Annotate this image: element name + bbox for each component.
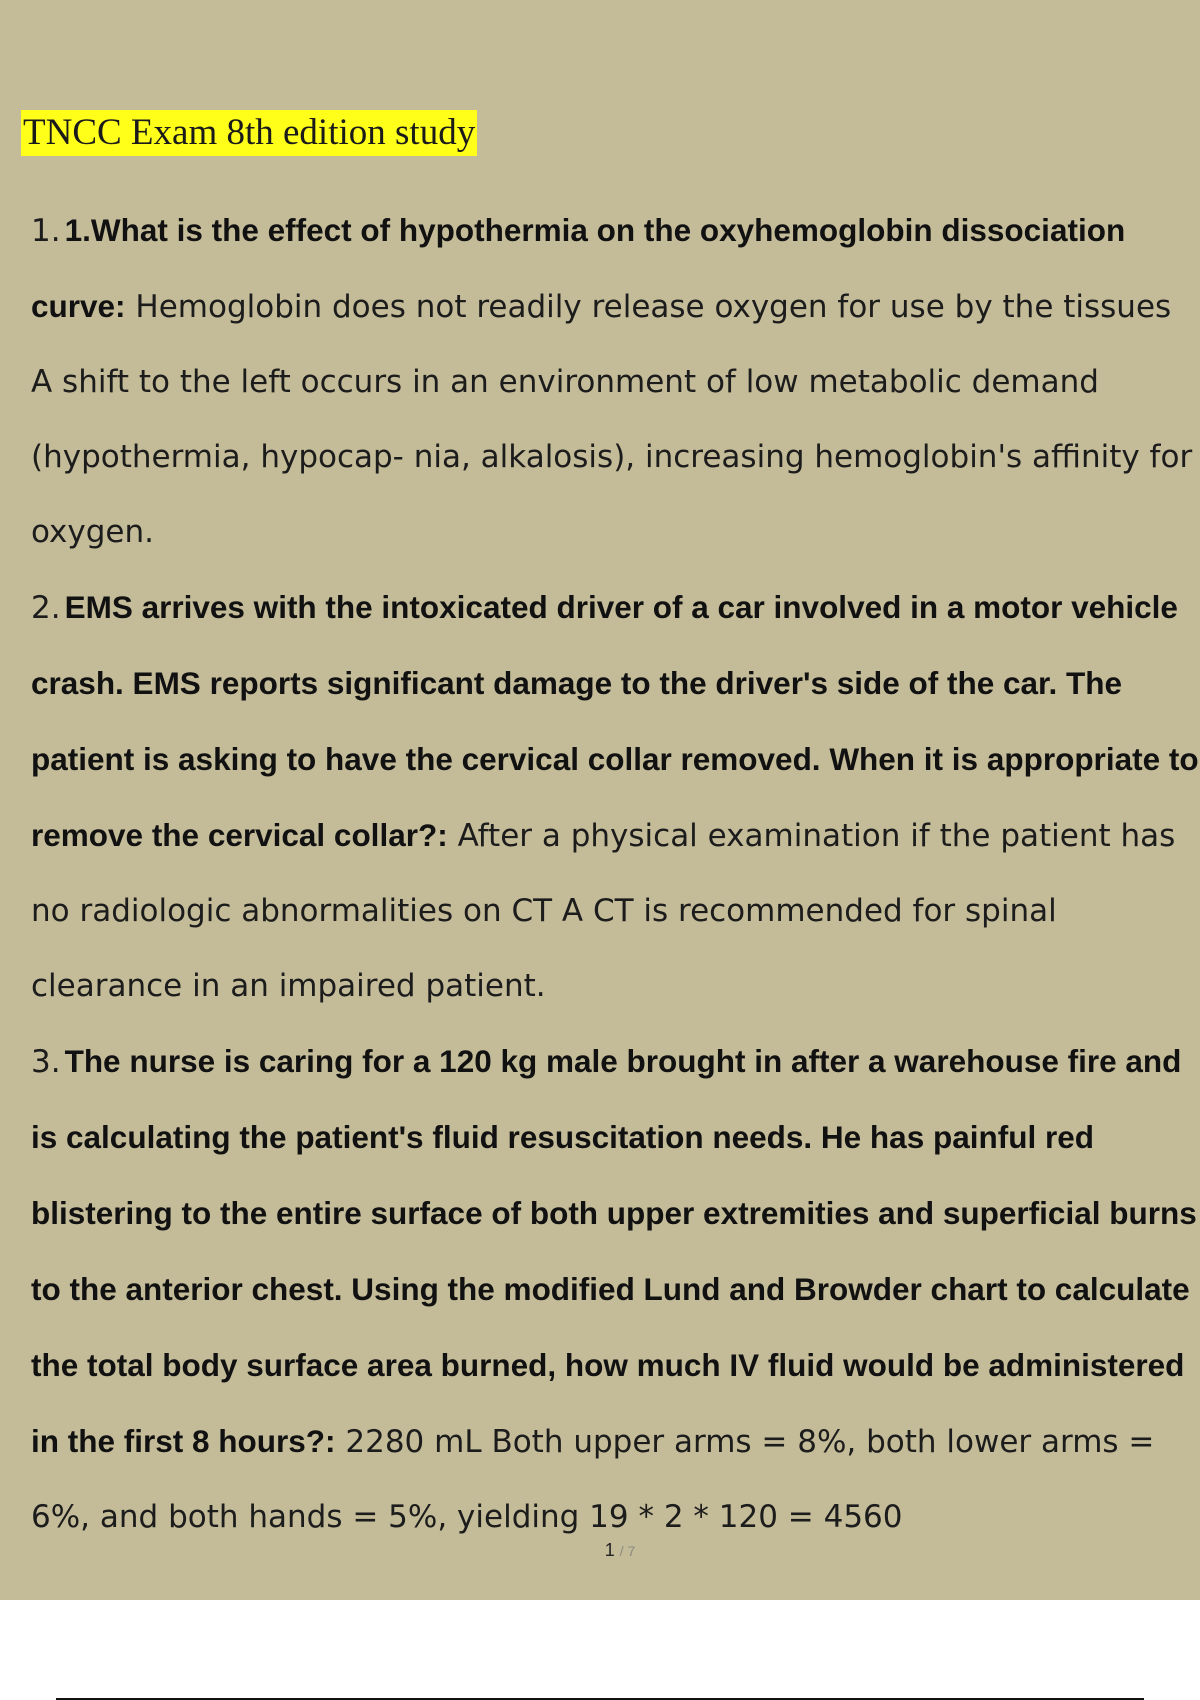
question-number: 2. — [31, 590, 61, 626]
question-item-2 — [31, 570, 1200, 1024]
question-item-3 — [31, 1024, 1200, 1555]
question-item-1 — [31, 193, 1200, 570]
answer-text: Hemoglobin does not readily release oxygen for use by the tissues A shift to the left occurs in an environment of low metabolic demand (hypothermia, hypocap- nia, alkalosis), increasing hemoglobin's affinity for oxygen. — [31, 289, 1193, 550]
page-number — [0, 1540, 1200, 1561]
question-text: The nurse is caring for a 120 kg male brought in after a warehouse fire and is calculating the patient's fluid resuscitation needs. He has painful red blistering to the entire surface of both upper extremities and superficial burns to the anterior chest. Using the modified Lund and Browder chart to calculate the total body surface area burned, how much IV fluid would be administered in the first 8 hours?: — [31, 1043, 1197, 1459]
question-list — [31, 193, 1200, 1555]
page-number-total: / 7 — [619, 1543, 636, 1559]
answer-text: 2280 mL Both upper arms = 8%, both lower arms = 6%, and both hands = 5%, yielding 19 * 2 * 120 = 4560 — [31, 1424, 1155, 1535]
answer-text: After a physical examination if the patient has no radiologic abnormalities on CT A CT is recommended for spinal clearance in an impaired patient. — [31, 818, 1176, 1004]
document-title: TNCC Exam 8th edition study — [21, 110, 477, 156]
question-text: EMS arrives with the intoxicated driver of a car involved in a motor vehicle crash. EMS reports significant damage to the driver's side of the car. The patient is asking to have the cervical collar removed. When it is appropriate to remove the cervical collar?: — [31, 589, 1199, 853]
question-number: 3. — [31, 1044, 61, 1080]
question-text: 1.What is the effect of hypothermia on the oxyhemoglobin dissociation curve: — [31, 212, 1126, 324]
page-number-current: 1 — [604, 1540, 615, 1560]
question-number: 1. — [31, 213, 61, 249]
